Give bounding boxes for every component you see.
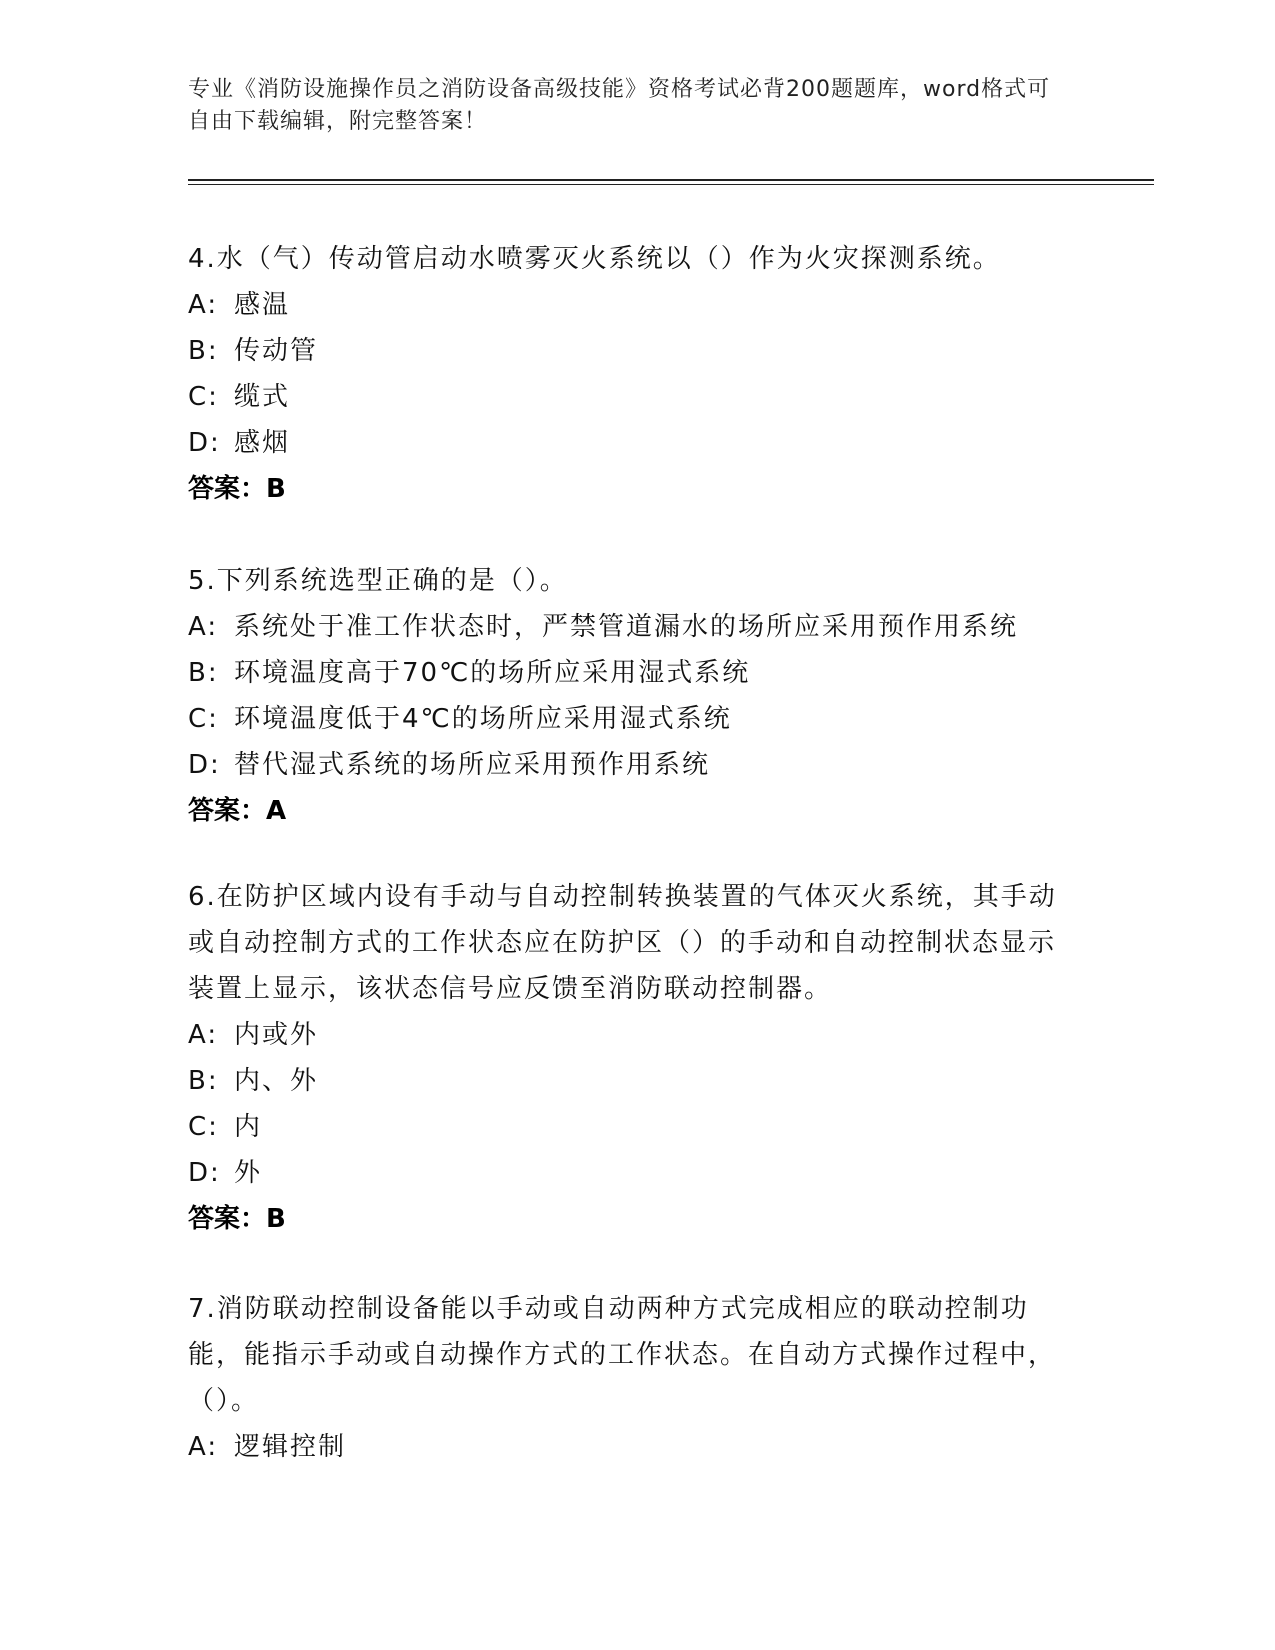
option-text: 外 [234,1158,263,1188]
question-4 [188,236,1068,512]
option-letter: B: [188,1066,219,1096]
option-letter: A: [188,290,219,320]
document-intro: 专业《消防设施操作员之消防设备高级技能》资格考试必背200题题库，word格式可自由下载编辑，附完整答案！ [188,77,1051,134]
option-text: 内 [234,1112,263,1142]
option-text: 环境温度高于70℃的场所应采用湿式系统 [234,658,751,688]
question-text: 7.消防联动控制设备能以手动或自动两种方式完成相应的联动控制功能，能指示手动或自动操作方式的工作状态。在自动方式操作过程中，（）。 [188,1294,1057,1416]
option-c [188,1104,1068,1150]
question-5 [188,558,1068,834]
header-divider-thick [188,179,1154,181]
option-text: 感烟 [234,428,291,458]
option-a [188,282,1068,328]
option-a [188,604,1068,650]
option-text: 逻辑控制 [234,1432,347,1462]
option-letter: A: [188,612,219,642]
option-c [188,696,1068,742]
option-b [188,1058,1068,1104]
question-text: 5.下列系统选型正确的是（）。 [188,566,568,596]
option-c [188,374,1068,420]
option-a [188,1012,1068,1058]
option-letter: C: [188,1112,219,1142]
option-letter: A: [188,1432,219,1462]
option-letter: C: [188,382,219,412]
answer: 答案：A [188,796,287,826]
option-letter: A: [188,1020,219,1050]
answer: 答案：B [188,1204,286,1234]
header-divider-thin [188,184,1154,185]
option-text: 缆式 [234,382,291,412]
option-letter: B: [188,658,219,688]
option-text: 内、外 [234,1066,319,1096]
option-text: 内或外 [234,1020,319,1050]
option-d [188,1150,1068,1196]
option-text: 系统处于准工作状态时，严禁管道漏水的场所应采用预作用系统 [234,612,1019,642]
question-text: 6.在防护区域内设有手动与自动控制转换装置的气体灭火系统，其手动或自动控制方式的工作状态应在防护区（）的手动和自动控制状态显示装置上显示，该状态信号应反馈至消防联动控制器。 [188,882,1057,1004]
option-text: 环境温度低于4℃的场所应采用湿式系统 [234,704,732,734]
answer: 答案：B [188,474,286,504]
question-6 [188,874,1068,1242]
option-letter: B: [188,336,219,366]
option-letter: D: [188,1158,221,1188]
option-a [188,1424,1068,1470]
option-b [188,328,1068,374]
question-text: 4.水（气）传动管启动水喷雾灭火系统以（）作为火灾探测系统。 [188,244,1001,274]
option-text: 感温 [234,290,291,320]
option-text: 替代湿式系统的场所应采用预作用系统 [234,750,711,780]
option-text: 传动管 [234,336,319,366]
option-letter: C: [188,704,219,734]
option-letter: D: [188,750,221,780]
option-d [188,742,1068,788]
option-letter: D: [188,428,221,458]
question-7 [188,1286,1068,1470]
option-d [188,420,1068,466]
option-b [188,650,1068,696]
